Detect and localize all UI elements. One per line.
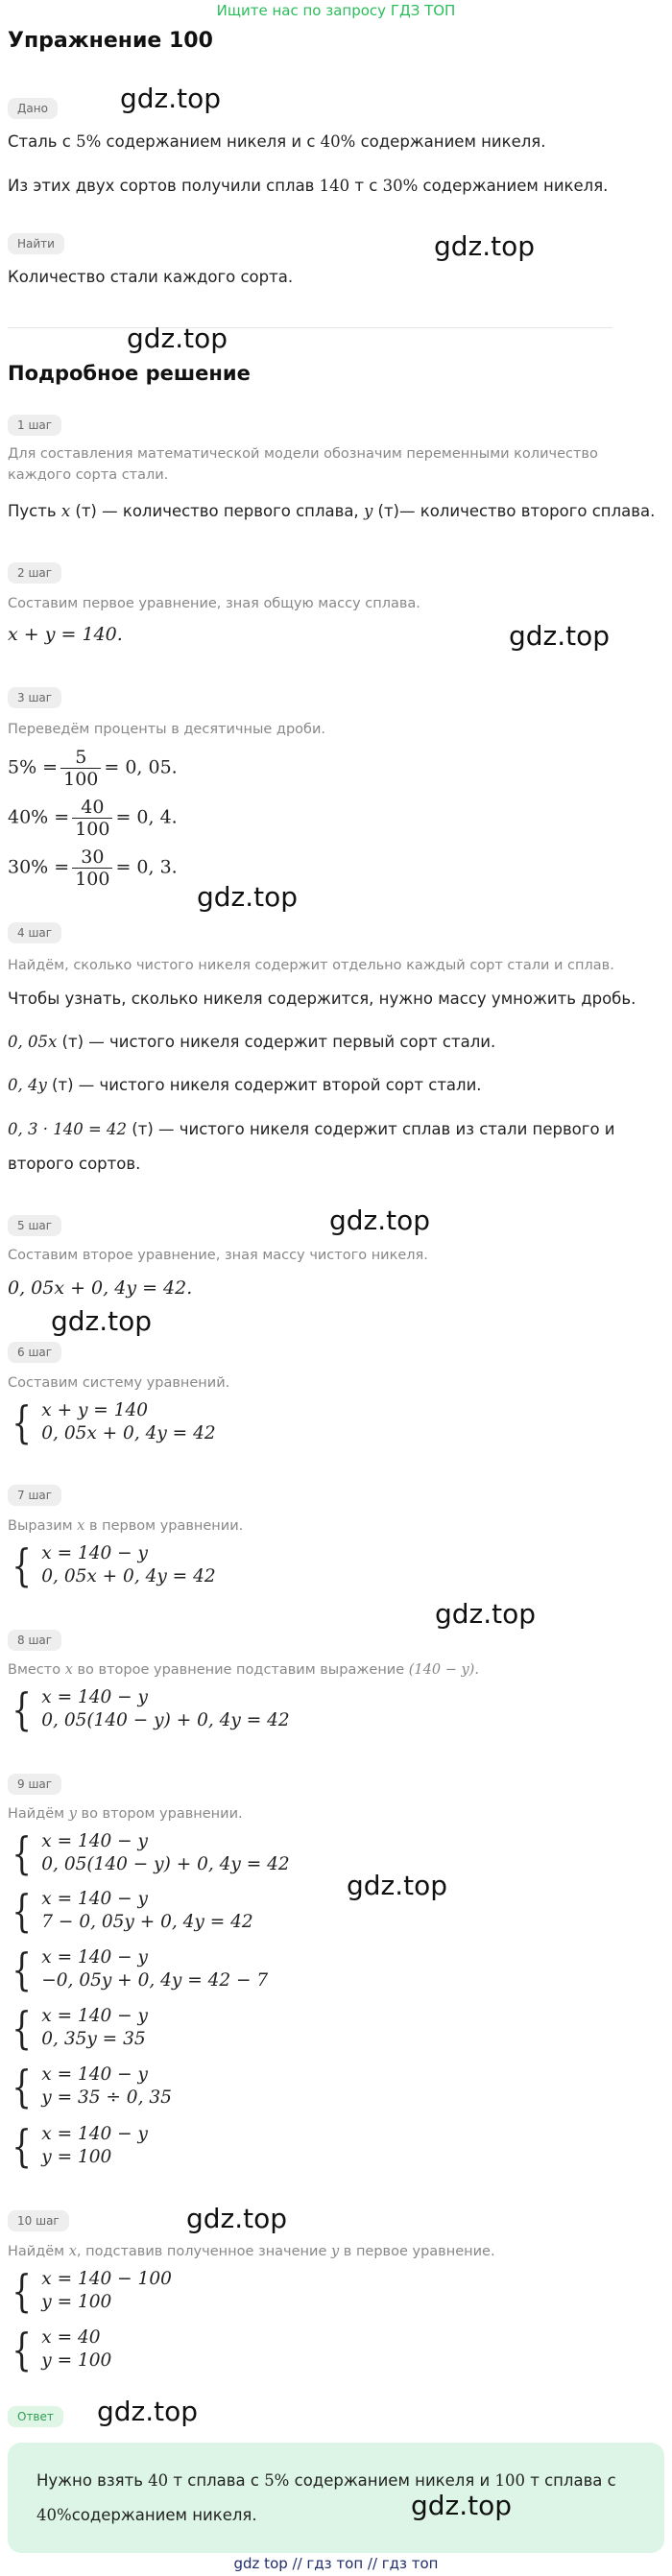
- step-9-badge: 9 шаг: [8, 1774, 61, 1795]
- step-9-system-5: { x = 140 − y y = 35 ÷ 0, 35: [12, 2061, 172, 2112]
- watermark: gdz.top: [435, 1598, 537, 1630]
- step-4-hint: Найдём, сколько чистого никеля содержит отдельно каждый сорт стали и сплав.: [8, 958, 614, 973]
- step-4-text-4: 0, 3 · 140 = 42 (т) — чистого никеля содержит сплав из стали первого и: [8, 1120, 615, 1138]
- watermark: gdz.top: [434, 230, 536, 262]
- step-10-badge: 10 шаг: [8, 2210, 69, 2231]
- given-line-1: Сталь с 5% содержанием никеля и с 40% содержанием никеля.: [8, 132, 546, 151]
- step-9-system-1: { x = 140 − y 0, 05(140 − y) + 0, 4y = 42: [12, 1827, 290, 1879]
- exercise-title: Упражнение 100: [8, 29, 213, 53]
- step-6-system: { x + y = 140 0, 05x + 0, 4y = 42: [12, 1396, 216, 1448]
- step-9-system-2: { x = 140 − y 7 − 0, 05y + 0, 4y = 42: [12, 1885, 253, 1937]
- watermark: gdz.top: [51, 1305, 153, 1337]
- step-4-text-1: Чтобы узнать, сколько никеля содержится, нужно массу умножить дробь.: [8, 990, 636, 1008]
- watermark: gdz.top: [329, 1205, 431, 1236]
- step-9-system-4: { x = 140 − y 0, 35y = 35: [12, 2002, 149, 2054]
- step-3-fraction-1: 5% = $\frac{5}{100}$ = 0, 05.: [8, 747, 178, 790]
- answer-line-2: 40%содержанием никеля.: [36, 2506, 257, 2524]
- step-2-equation: x + y = 140.: [8, 624, 123, 645]
- step-2-badge: 2 шаг: [8, 562, 61, 584]
- watermark: gdz.top: [120, 83, 222, 114]
- step-1-badge: 1 шаг: [8, 415, 61, 436]
- step-10-hint: Найдём x, подставив полученное значение y в первое уравнение.: [8, 2244, 495, 2259]
- watermark: gdz.top: [509, 620, 611, 652]
- step-7-system: { x = 140 − y 0, 05x + 0, 4y = 42: [12, 1539, 216, 1591]
- footer-links[interactable]: gdz top // гдз топ // гдз топ: [233, 2555, 439, 2572]
- find-badge: Найти: [8, 233, 64, 254]
- step-9-hint: Найдём y во втором уравнении.: [8, 1806, 243, 1822]
- step-3-hint: Переведём проценты в десятичные дроби.: [8, 722, 326, 737]
- promo-banner[interactable]: Ищите нас по запросу ГДЗ ТОП: [216, 2, 456, 19]
- answer-line-1: Нужно взять 40 т сплава с 5% содержанием никеля и 100 т сплава с: [36, 2471, 616, 2490]
- answer-box: [8, 2443, 664, 2553]
- watermark: gdz.top: [197, 881, 299, 913]
- step-3-fraction-2: 40% = $\frac{40}{100}$ = 0, 4.: [8, 797, 178, 840]
- watermark: gdz.top: [127, 322, 228, 354]
- step-6-badge: 6 шаг: [8, 1342, 61, 1363]
- step-4-badge: 4 шаг: [8, 922, 61, 943]
- solution-title: Подробное решение: [8, 362, 251, 385]
- step-8-hint: Вместо x во второе уравнение подставим выражение (140 − y).: [8, 1662, 479, 1678]
- step-2-hint: Составим первое уравнение, зная общую массу сплава.: [8, 596, 420, 611]
- step-4-text-3: 0, 4y (т) — чистого никеля содержит второй сорт стали.: [8, 1076, 482, 1094]
- step-4-text-2: 0, 05x (т) — чистого никеля содержит первый сорт стали.: [8, 1033, 496, 1051]
- step-1-hint-1: Для составления математической модели обозначим переменными количество: [8, 446, 598, 462]
- step-7-hint: Выразим x в первом уравнении.: [8, 1518, 244, 1534]
- section-divider: [8, 327, 612, 328]
- step-5-badge: 5 шаг: [8, 1215, 61, 1236]
- given-line-2: Из этих двух сортов получили сплав 140 т с 30% содержанием никеля.: [8, 177, 609, 195]
- given-badge: Дано: [8, 98, 58, 119]
- answer-badge: Ответ: [8, 2406, 63, 2427]
- step-6-hint: Составим систему уравнений.: [8, 1375, 230, 1391]
- step-10-system-1: { x = 140 − 100 y = 100: [12, 2265, 172, 2317]
- step-9-system-3: { x = 140 − y −0, 05y + 0, 4y = 42 − 7: [12, 1944, 269, 1995]
- step-8-system: { x = 140 − y 0, 05(140 − y) + 0, 4y = 42: [12, 1683, 290, 1735]
- step-5-hint: Составим второе уравнение, зная массу чистого никеля.: [8, 1248, 428, 1263]
- watermark: gdz.top: [186, 2203, 288, 2234]
- step-1-text: Пусть x (т) — количество первого сплава, y (т)— количество второго сплава.: [8, 502, 656, 520]
- step-3-fraction-3: 30% = $\frac{30}{100}$ = 0, 3.: [8, 847, 178, 890]
- step-9-system-6: { x = 140 − y y = 100: [12, 2120, 149, 2172]
- find-text: Количество стали каждого сорта.: [8, 268, 294, 286]
- step-8-badge: 8 шаг: [8, 1630, 61, 1651]
- step-3-badge: 3 шаг: [8, 687, 61, 708]
- step-1-hint-2: каждого сорта стали.: [8, 467, 169, 483]
- watermark: gdz.top: [347, 1870, 448, 1901]
- step-5-equation: 0, 05x + 0, 4y = 42.: [8, 1277, 193, 1299]
- watermark: gdz.top: [97, 2396, 199, 2427]
- step-7-badge: 7 шаг: [8, 1485, 61, 1506]
- step-4-text-5: второго сортов.: [8, 1155, 141, 1173]
- step-10-system-2: { x = 40 y = 100: [12, 2324, 112, 2375]
- watermark: gdz.top: [411, 2490, 513, 2521]
